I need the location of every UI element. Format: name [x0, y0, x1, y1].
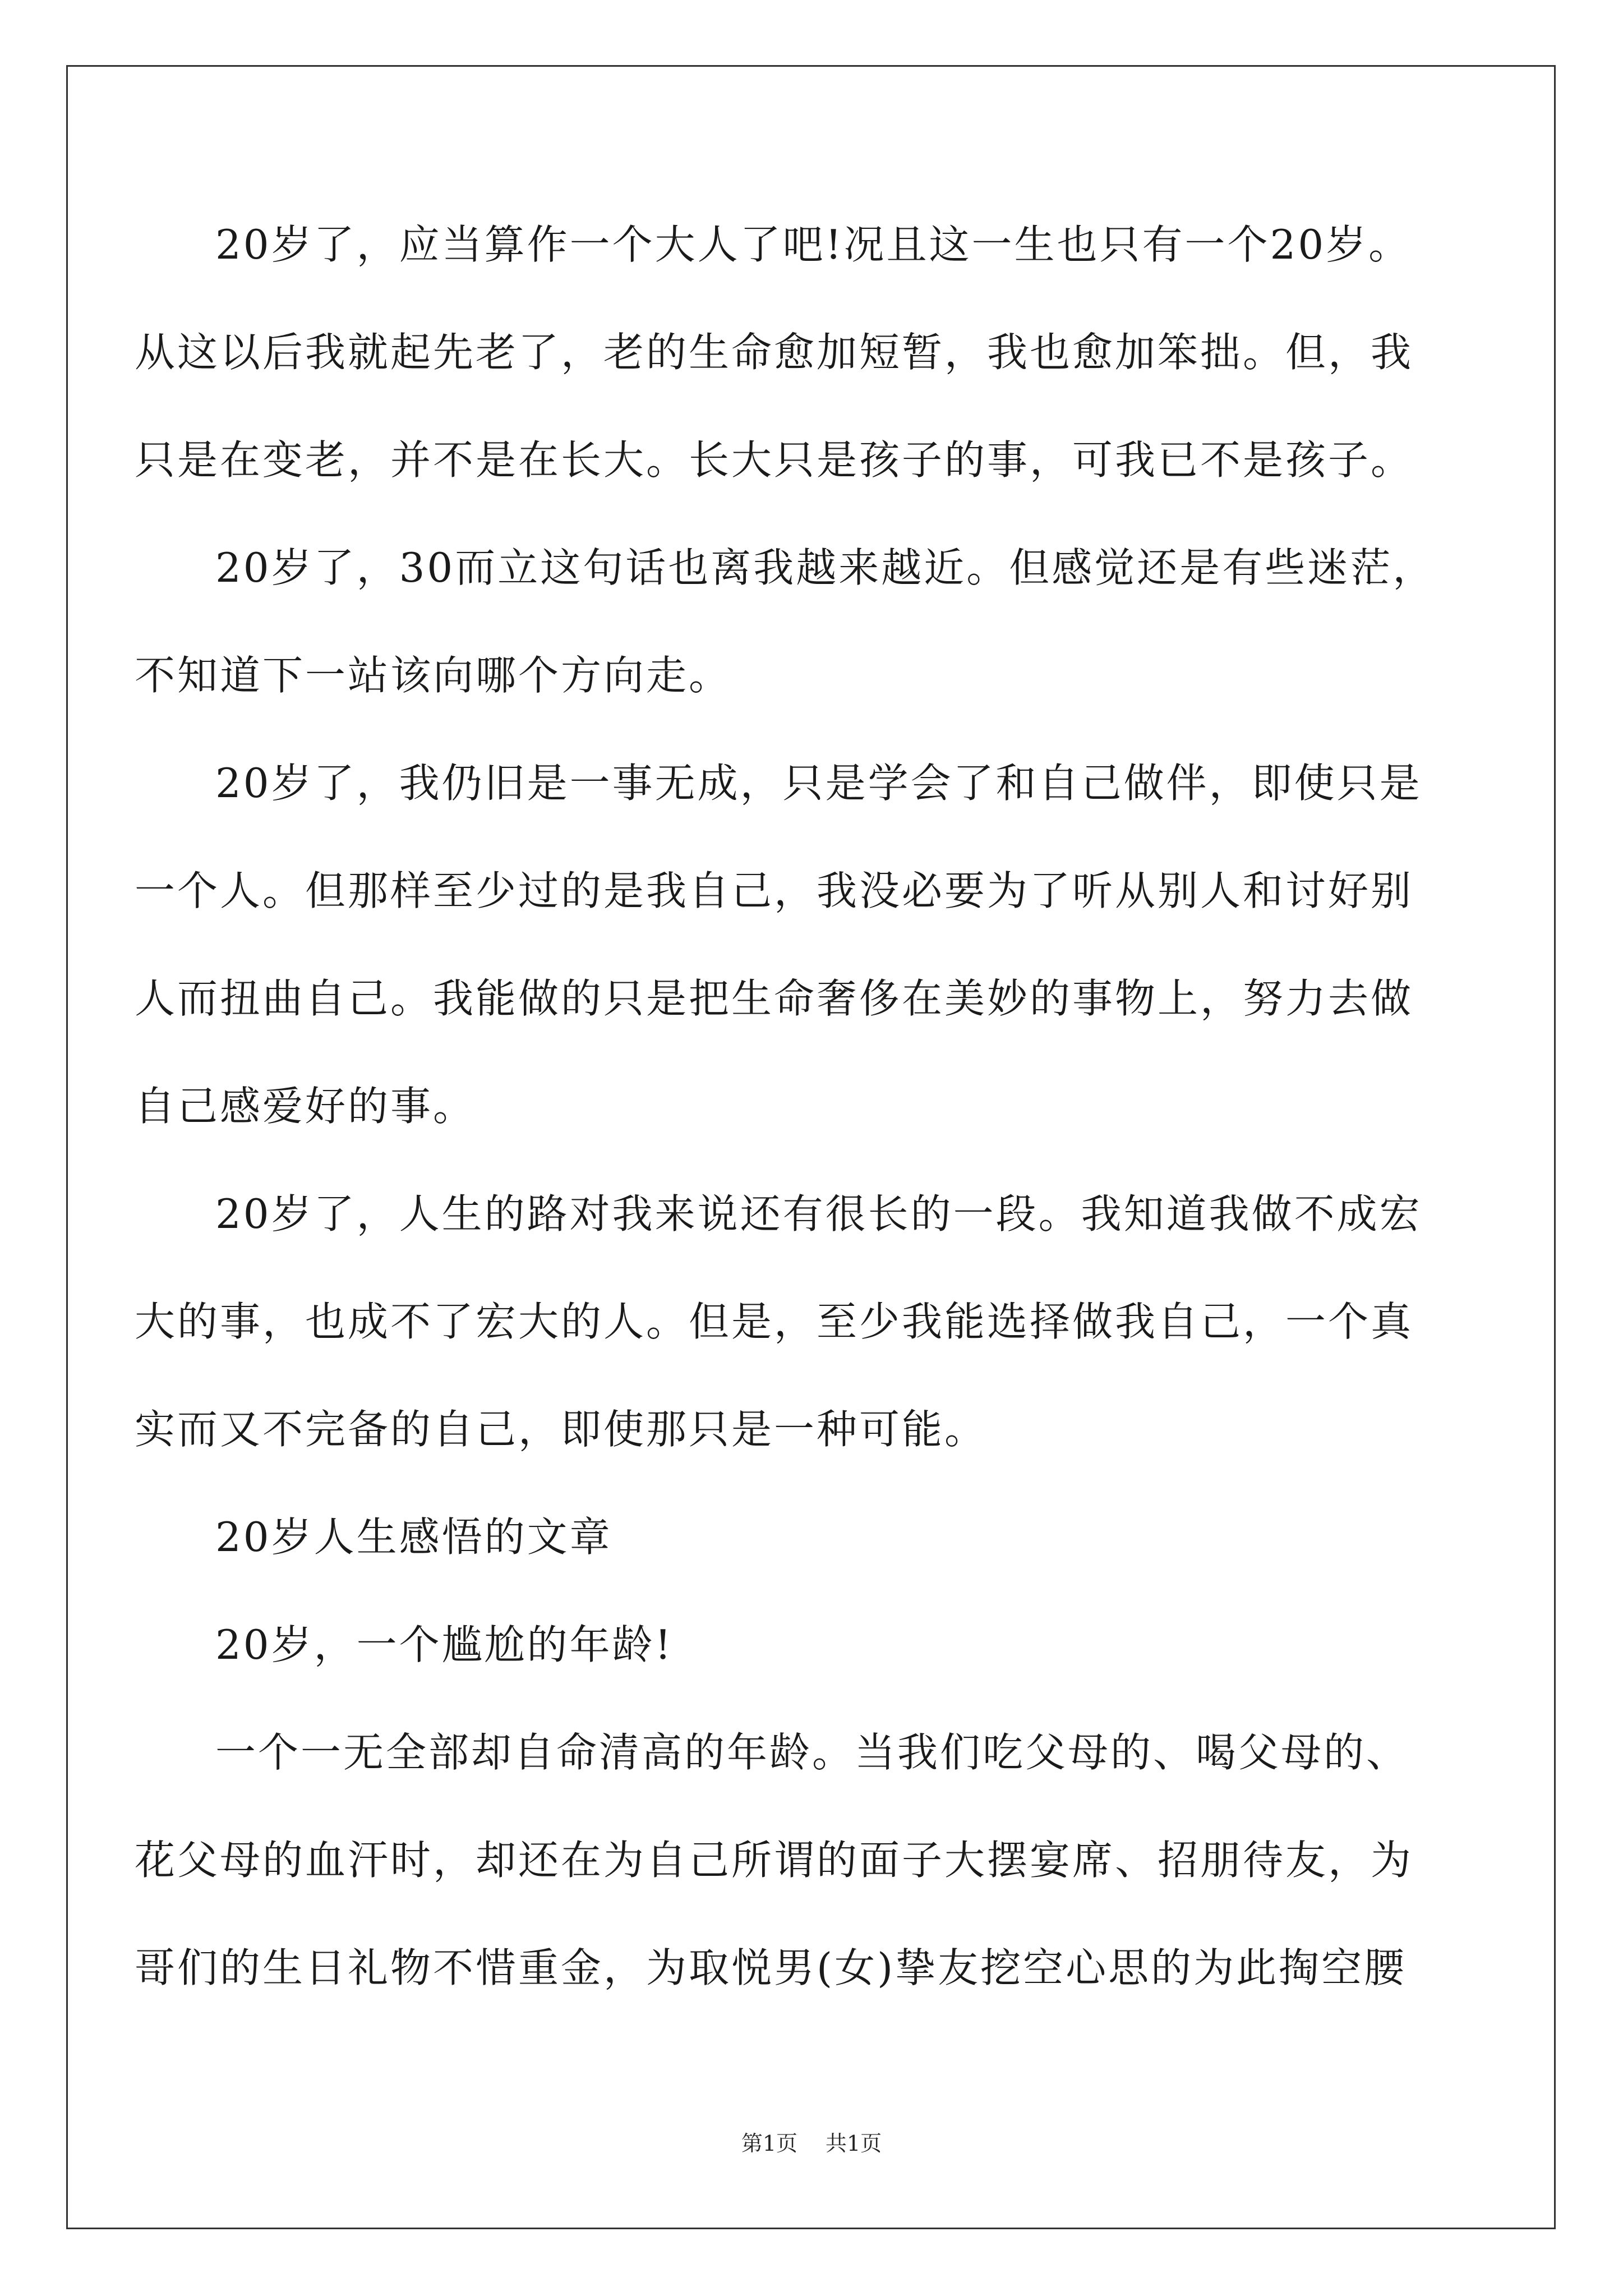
page-number-current: 第1页 [741, 2131, 797, 2156]
paragraph-6: 20岁，一个尴尬的年龄! [215, 1621, 674, 1668]
paragraph-7: 一个一无全部却自命清高的年龄。当我们吃父母的、喝父母的、花父母的血汗时，却还在为自己所谓的面子大摆宴席、招朋待友，为哥们的生日礼物不惜重金，为取悦男(女)挚友挖空心思的为此掏空腰 [135, 1729, 1414, 1991]
paragraph-4: 20岁了，人生的路对我来说还有很长的一段。我知道我做不成宏大的事，也成不了宏大的人。但是，至少我能选择做我自己，一个真实而又不完备的自己，即使那只是一种可能。 [135, 1190, 1422, 1453]
paragraph-2: 20岁了，30而立这句话也离我越来越近。但感觉还是有些迷茫，不知道下一站该向哪个方向走。 [135, 544, 1436, 699]
document-body [135, 191, 1441, 2022]
page-footer [0, 2126, 1623, 2157]
paragraph-5: 20岁人生感悟的文章 [215, 1513, 612, 1561]
paragraph-3: 20岁了，我仍旧是一事无成，只是学会了和自己做伴，即使只是一个人。但那样至少过的是我自己，我没必要为了听从别人和讨好别人而扭曲自己。我能做的只是把生命奢侈在美妙的事物上，努力去做自己感爱好的事。 [135, 760, 1422, 1130]
page-number-total: 共1页 [826, 2131, 882, 2156]
paragraph-1: 20岁了，应当算作一个大人了吧!况且这一生也只有一个20岁。从这以后我就起先老了，老的生命愈加短暂，我也愈加笨拙。但，我只是在变老，并不是在长大。长大只是孩子的事，可我已不是孩子。 [135, 221, 1414, 484]
